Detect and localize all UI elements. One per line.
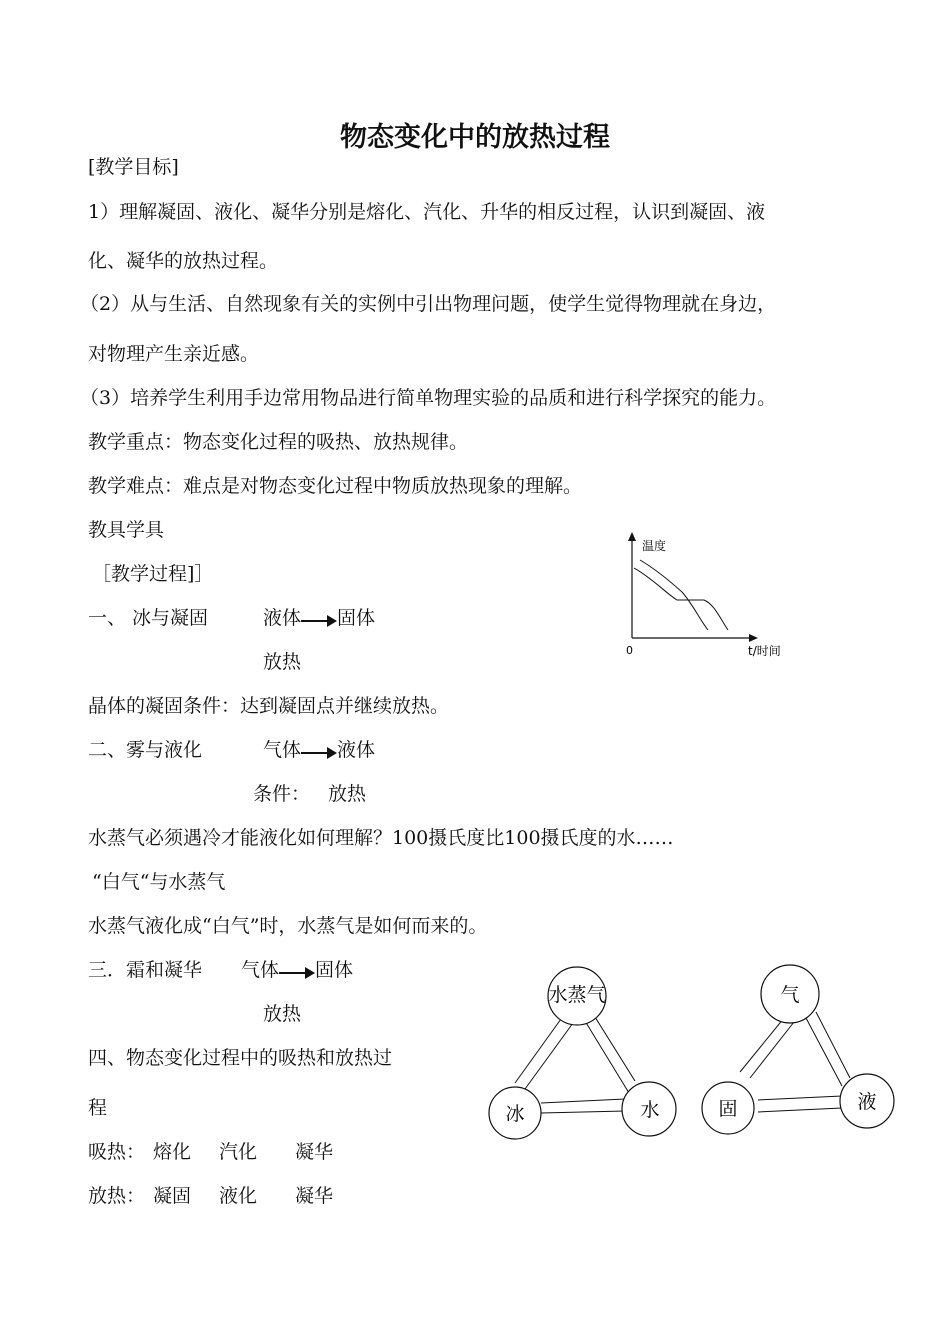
white-gas-line: “白气“与水蒸气 (92, 871, 226, 893)
node-solid-label: 固 (718, 1098, 738, 1120)
goal-3: （3）培养学生利用手边常用物品进行简单物理实验的品质和进行科学探究的能力。 (80, 387, 777, 409)
section-2-condition-value: 放热 (328, 783, 367, 805)
release-label: 放热： (88, 1185, 146, 1207)
node-gas-label: 气 (780, 984, 800, 1006)
cooling-curve-2 (640, 560, 708, 630)
cycle-edge (740, 1018, 784, 1072)
crystal-condition: 晶体的凝固条件：达到凝固点并继续放热。 (88, 695, 450, 717)
cycle-edge (750, 1022, 794, 1078)
goals-heading: [教学目标] (88, 156, 179, 178)
page-title: 物态变化中的放热过程 (340, 122, 610, 153)
question-line: 水蒸气必须遇冷才能液化如何理解？100摄氏度比100摄氏度的水…… (88, 827, 674, 849)
section-1-transition (263, 606, 375, 630)
cycle-edge (758, 1096, 842, 1100)
section-1-to: 固体 (337, 607, 376, 629)
section-1-label: 一、 冰与凝固 (88, 607, 209, 629)
node-liquid-label: 液 (857, 1091, 877, 1113)
graph-x-label: t/时间 (748, 644, 781, 658)
cycle-diagram-water (485, 965, 695, 1145)
absorb-label: 吸热： (88, 1141, 146, 1163)
node-water-label: 水 (640, 1099, 660, 1121)
section-3-label: 三．霜和凝华 (88, 959, 203, 981)
release-item: 凝固 (153, 1185, 192, 1207)
section-3-note: 放热 (263, 1003, 302, 1025)
absorb-item: 熔化 (153, 1141, 192, 1163)
section-4-line-2: 程 (88, 1097, 108, 1119)
node-vapor-label: 水蒸气 (548, 984, 606, 1006)
section-3-transition (241, 958, 353, 982)
graph-origin-label: 0 (626, 644, 633, 657)
cycle-edge (758, 1108, 842, 1112)
cycle-edge (541, 1111, 625, 1113)
cooling-curve-graph (612, 528, 802, 660)
arrow-right-icon (301, 606, 337, 630)
cycle-diagram-states (700, 962, 910, 1142)
x-axis-arrow-icon (749, 634, 758, 642)
cycle-edge (525, 1023, 573, 1089)
section-2-from: 气体 (263, 739, 302, 761)
y-axis-arrow-icon (628, 532, 636, 541)
section-3-from: 气体 (241, 959, 280, 981)
section-2-transition (263, 738, 375, 762)
section-2-label: 二、雾与液化 (88, 739, 203, 761)
release-item: 液化 (219, 1185, 258, 1207)
section-4-line-1: 四、物态变化过程中的吸热和放热过 (88, 1047, 393, 1069)
goal-2-line-2: 对物理产生亲近感。 (88, 343, 260, 365)
arrow-right-icon (301, 738, 337, 762)
release-item: 凝华 (295, 1185, 334, 1207)
difficulty: 教学难点：难点是对物态变化过程中物质放热现象的理解。 (88, 475, 583, 497)
node-ice-label: 冰 (505, 1103, 525, 1125)
absorb-item: 汽化 (219, 1141, 258, 1163)
section-1-from: 液体 (263, 607, 302, 629)
vapor-source-line: 水蒸气液化成“白气”时，水蒸气是如何而来的。 (88, 915, 488, 937)
cycle-edge (515, 1019, 561, 1083)
section-1-note: 放热 (263, 651, 302, 673)
cycle-edge (595, 1017, 635, 1081)
cycle-edge (541, 1099, 625, 1103)
section-2-condition-label: 条件： (253, 783, 311, 805)
cycle-edge (585, 1021, 629, 1093)
section-2-to: 液体 (337, 739, 376, 761)
cooling-curve-1 (634, 568, 728, 630)
graph-y-label: 温度 (642, 539, 667, 553)
goal-1-line-2: 化、凝华的放热过程。 (88, 250, 279, 272)
tools-label: 教具学具 (88, 519, 165, 541)
goal-1-line-1: 1）理解凝固、液化、凝华分别是熔化、汽化、升华的相反过程，认识到凝固、液 (88, 201, 766, 223)
absorb-item: 凝华 (295, 1141, 334, 1163)
goal-2-line-1: （2）从与生活、自然现象有关的实例中引出物理问题，使学生觉得物理就在身边， (80, 293, 777, 315)
key-point: 教学重点：物态变化过程的吸热、放热规律。 (88, 431, 469, 453)
process-heading: ［教学过程]］ (92, 563, 214, 585)
section-3-to: 固体 (315, 959, 354, 981)
arrow-right-icon (279, 958, 315, 982)
